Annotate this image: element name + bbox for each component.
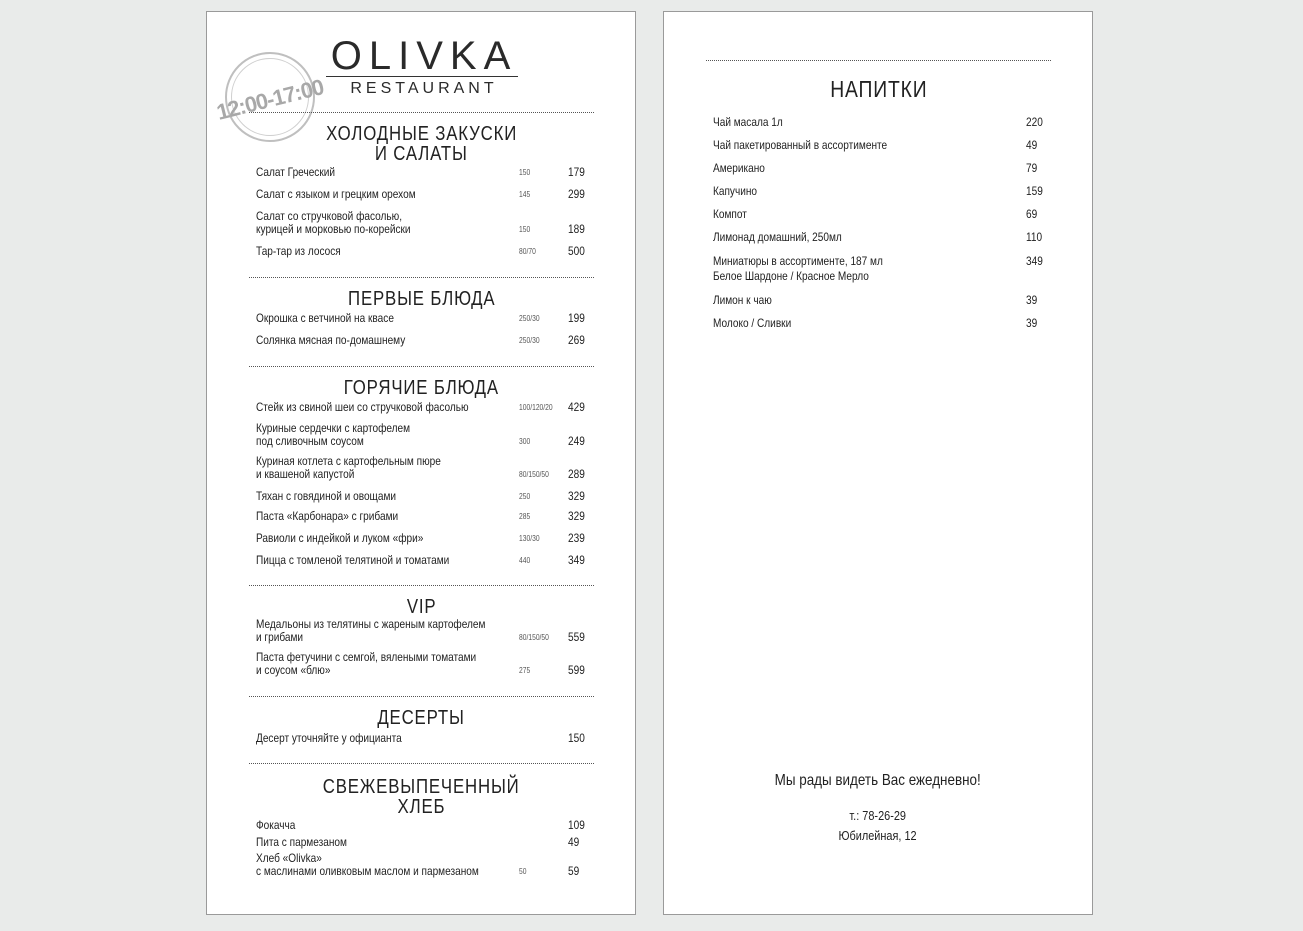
menu-item-weight-text: 80/150/50 — [519, 470, 549, 479]
menu-item-weight — [519, 223, 532, 236]
drink-item-price-text: 39 — [1026, 293, 1038, 307]
menu-item-weight — [519, 490, 532, 503]
divider — [249, 763, 594, 764]
drink-item — [713, 207, 1053, 222]
drink-item-name-line: Молоко / Сливки — [713, 316, 792, 330]
menu-page-left — [206, 11, 636, 915]
drink-item-name-line: Капучино — [713, 184, 758, 198]
drink-item-name-line: Американо — [713, 161, 765, 175]
menu-item-price — [568, 554, 588, 567]
divider — [249, 696, 594, 697]
menu-item-weight-text: 275 — [519, 666, 531, 675]
menu-item-name — [256, 852, 526, 878]
menu-item-name — [256, 334, 526, 347]
menu-item-weight-text: 250 — [519, 492, 531, 501]
menu-item-name — [256, 490, 526, 503]
drink-item-name — [713, 184, 993, 199]
drink-item-price-text: 110 — [1026, 230, 1043, 244]
menu-item-weight — [519, 312, 543, 325]
menu-item-name-line: с маслинами оливковым маслом и пармезаном — [256, 864, 479, 878]
drink-item-price — [1026, 184, 1046, 199]
menu-item — [256, 334, 596, 347]
section-title — [249, 124, 594, 164]
menu-item-price — [568, 166, 588, 179]
menu-item-name-line: Тяхан с говядиной и овощами — [256, 489, 397, 503]
menu-item-name — [256, 166, 526, 179]
menu-item-name-line: Куриная котлета с картофельным пюре — [256, 454, 441, 468]
drink-item-price-text: 159 — [1026, 184, 1043, 198]
menu-item-name-line: Куриные сердечки с картофелем — [256, 421, 411, 435]
drink-item-name — [713, 161, 993, 176]
menu-item — [256, 312, 596, 325]
menu-item-price-text: 559 — [568, 630, 585, 644]
menu-item-price-text: 59 — [568, 864, 580, 878]
menu-item-weight — [519, 510, 532, 523]
menu-item — [256, 819, 596, 832]
menu-item-weight-text: 80/70 — [519, 247, 536, 256]
section-title-drinks: НАПИТКИ — [829, 76, 928, 102]
restaurant-logo-sub: RESTAURANT — [350, 80, 498, 97]
drink-item — [713, 115, 1053, 130]
drink-item-name — [713, 254, 993, 284]
menu-item-name-line: Пицца с томленой телятиной и томатами — [256, 553, 450, 567]
drink-item-price-text: 349 — [1026, 254, 1043, 268]
drink-item-name — [713, 293, 993, 308]
menu-item-weight-text: 440 — [519, 556, 531, 565]
menu-item-weight-text: 250/30 — [519, 336, 540, 345]
menu-page-right — [663, 11, 1093, 915]
menu-item-name-line: Тар-тар из лосося — [256, 244, 341, 258]
drink-item-name-line: Компот — [713, 207, 747, 221]
menu-item-price-text: 150 — [568, 731, 585, 745]
menu-item — [256, 245, 596, 258]
menu-item-name — [256, 245, 526, 258]
menu-item-weight — [519, 334, 543, 347]
section-title — [249, 289, 594, 309]
divider — [249, 112, 594, 113]
menu-item-name — [256, 651, 526, 677]
menu-item — [256, 188, 596, 201]
drink-item — [713, 293, 1053, 308]
section-title — [249, 597, 594, 617]
drink-item-price-text: 39 — [1026, 316, 1038, 330]
drink-item-name-line: Чай пакетированный в ассортименте — [713, 138, 888, 152]
menu-item-name-line: Фокачча — [256, 818, 296, 832]
menu-item-price-text: 189 — [568, 222, 585, 236]
menu-item-name — [256, 312, 526, 325]
divider — [249, 585, 594, 586]
divider — [249, 277, 594, 278]
menu-item-name — [256, 819, 526, 832]
menu-item-price — [568, 188, 588, 201]
section-title-line: VIP — [406, 596, 437, 618]
section-title — [249, 378, 594, 398]
menu-item-price-text: 109 — [568, 818, 585, 832]
menu-item-name-line: Равиоли с индейкой и луком «фри» — [256, 531, 424, 545]
menu-item — [256, 455, 596, 481]
menu-item-weight — [519, 532, 543, 545]
menu-item — [256, 510, 596, 523]
menu-item-name-line: Паста «Карбонара» с грибами — [256, 509, 399, 523]
menu-item-price-text: 49 — [568, 835, 580, 849]
menu-item — [256, 852, 596, 878]
menu-item — [256, 490, 596, 503]
drink-item-name-line: Лимон к чаю — [713, 293, 772, 307]
menu-item — [256, 422, 596, 448]
drink-item-price-text: 69 — [1026, 207, 1038, 221]
drink-item-price — [1026, 254, 1046, 269]
drink-item-price-text: 79 — [1026, 161, 1038, 175]
menu-item-weight-text: 50 — [519, 867, 527, 876]
menu-item-weight-text: 300 — [519, 437, 531, 446]
menu-item-price — [568, 245, 588, 258]
menu-item — [256, 532, 596, 545]
drink-item — [713, 254, 1053, 284]
menu-item-weight-text: 80/150/50 — [519, 633, 549, 642]
menu-item-name — [256, 455, 526, 481]
drink-item-name — [713, 207, 993, 222]
drink-item-price-text: 49 — [1026, 138, 1038, 152]
menu-item-name-line: и соусом «блю» — [256, 663, 331, 677]
drink-item-name — [713, 138, 993, 153]
drink-item-name-line: Миниатюры в ассортименте, 187 мл — [713, 254, 883, 268]
menu-item-price-text: 349 — [568, 553, 585, 567]
drink-item — [713, 184, 1053, 199]
drink-item — [713, 230, 1053, 245]
menu-item-name — [256, 210, 526, 236]
menu-item-price-text: 429 — [568, 400, 585, 414]
menu-item-price — [568, 468, 588, 481]
menu-item-price-text: 179 — [568, 165, 585, 179]
menu-item-price — [568, 631, 588, 644]
menu-item-name-line: Салат со стручковой фасолью, — [256, 209, 403, 223]
menu-item-price — [568, 312, 588, 325]
menu-item-name-line: и квашеной капустой — [256, 467, 355, 481]
section-title — [249, 777, 594, 817]
menu-item-name-line: Салат Греческий — [256, 165, 336, 179]
menu-item-price-text: 269 — [568, 333, 585, 347]
menu-item-weight-text: 130/30 — [519, 534, 540, 543]
menu-item-weight — [519, 188, 532, 201]
section-title-line: ХОЛОДНЫЕ ЗАКУСКИ — [326, 123, 517, 145]
drink-item-name — [713, 230, 993, 245]
menu-item — [256, 836, 596, 849]
menu-item-price-text: 329 — [568, 489, 585, 503]
menu-item — [256, 210, 596, 236]
menu-item-price — [568, 435, 588, 448]
menu-item — [256, 401, 596, 414]
menu-item-price — [568, 223, 588, 236]
menu-item-name — [256, 618, 526, 644]
section-title-line: ГОРЯЧИЕ БЛЮДА — [343, 377, 500, 399]
menu-item-name-line: Салат с языком и грецким орехом — [256, 187, 416, 201]
menu-item-price-text: 199 — [568, 311, 585, 325]
menu-item-name-line: Паста фетучини с семгой, вялеными томатами — [256, 650, 477, 664]
menu-item-name-line: курицей и морковью по-корейски — [256, 222, 411, 236]
drink-item-price — [1026, 115, 1046, 130]
menu-item-name — [256, 554, 526, 567]
phone-text: т.: 78-26-29 — [849, 808, 907, 823]
menu-item-name — [256, 510, 526, 523]
menu-item-name-line: Десерт уточняйте у официанта — [256, 731, 402, 745]
menu-item-name — [256, 188, 526, 201]
menu-item-name-line: Солянка мясная по-домашнему — [256, 333, 406, 347]
menu-item-name — [256, 732, 526, 745]
hours-stamp-text: 12:00-17:00 — [214, 74, 326, 125]
menu-item — [256, 618, 596, 644]
drink-item-name-line: Чай масала 1л — [713, 115, 783, 129]
menu-item-name — [256, 836, 526, 849]
drink-item-name-line: Белое Шардоне / Красное Мерло — [713, 269, 869, 283]
menu-item — [256, 166, 596, 179]
drink-item-price — [1026, 293, 1039, 308]
menu-item-price-text: 599 — [568, 663, 585, 677]
drink-item — [713, 316, 1053, 331]
welcome-text: Мы рады видеть Вас ежедневно! — [774, 772, 982, 789]
menu-item-price — [568, 490, 588, 503]
menu-item-weight — [519, 554, 532, 567]
menu-item-price — [568, 334, 588, 347]
menu-item-weight-text: 145 — [519, 190, 531, 199]
menu-item-weight — [519, 401, 559, 414]
section-title-line: И САЛАТЫ — [375, 143, 468, 165]
menu-item-price — [568, 664, 588, 677]
logo-divider — [326, 76, 518, 77]
drink-item-price-text: 220 — [1026, 115, 1043, 129]
menu-item-name-line: Стейк из свиной шеи со стручковой фасолью — [256, 400, 469, 414]
menu-item-weight — [519, 631, 555, 644]
drink-item-price — [1026, 161, 1039, 176]
menu-item-weight-text: 150 — [519, 168, 531, 177]
menu-item-price-text: 289 — [568, 467, 585, 481]
menu-item-name-line: Окрошка с ветчиной на квасе — [256, 311, 394, 325]
menu-item-price — [568, 819, 588, 832]
menu-item-weight — [519, 166, 532, 179]
drink-item-price — [1026, 230, 1045, 245]
menu-item-price — [568, 732, 588, 745]
menu-item-price-text: 500 — [568, 244, 585, 258]
menu-item-weight — [519, 664, 532, 677]
section-title-line: СВЕЖЕВЫПЕЧЕННЫЙ — [323, 776, 520, 798]
menu-item-name-line: под сливочным соусом — [256, 434, 364, 448]
menu-item-weight — [519, 865, 528, 878]
menu-item-price-text: 299 — [568, 187, 585, 201]
menu-item-price — [568, 532, 588, 545]
drink-item — [713, 161, 1053, 176]
divider — [249, 366, 594, 367]
menu-item — [256, 554, 596, 567]
menu-item-name — [256, 532, 526, 545]
drink-item-price — [1026, 316, 1039, 331]
drink-item — [713, 138, 1053, 153]
menu-item-price-text: 239 — [568, 531, 585, 545]
drink-item-name — [713, 115, 993, 130]
section-title-line: ДЕСЕРТЫ — [377, 707, 466, 729]
drink-item-name-line: Лимонад домашний, 250мл — [713, 230, 842, 244]
menu-item-price-text: 249 — [568, 434, 585, 448]
menu-item — [256, 732, 596, 745]
menu-item-name-line: Хлеб «Olivka» — [256, 851, 322, 865]
section-title — [249, 708, 594, 728]
menu-item-price-text: 329 — [568, 509, 585, 523]
menu-item-name-line: Медальоны из телятины с жареным картофелем — [256, 617, 486, 631]
drink-item-price — [1026, 207, 1039, 222]
section-title-line: ПЕРВЫЕ БЛЮДА — [347, 288, 496, 310]
menu-item-price — [568, 401, 588, 414]
divider — [706, 60, 1051, 61]
menu-item-name-line: и грибами — [256, 630, 304, 644]
address-text: Юбилейная, 12 — [838, 828, 918, 843]
menu-item — [256, 651, 596, 677]
menu-item-name — [256, 422, 526, 448]
menu-item-price — [568, 865, 581, 878]
drink-item-name — [713, 316, 993, 331]
drink-item-price — [1026, 138, 1039, 153]
menu-item-weight-text: 100/120/20 — [519, 403, 553, 412]
menu-item-price — [568, 836, 581, 849]
menu-item-weight — [519, 435, 532, 448]
menu-item-name — [256, 401, 526, 414]
menu-item-price — [568, 510, 588, 523]
menu-item-weight-text: 250/30 — [519, 314, 540, 323]
section-title-line: ХЛЕБ — [397, 796, 446, 818]
menu-item-name-line: Пита с пармезаном — [256, 835, 347, 849]
menu-item-weight — [519, 245, 539, 258]
menu-item-weight-text: 285 — [519, 512, 531, 521]
menu-item-weight — [519, 468, 555, 481]
menu-item-weight-text: 150 — [519, 225, 531, 234]
restaurant-logo-name: OLIVKA — [330, 34, 518, 78]
